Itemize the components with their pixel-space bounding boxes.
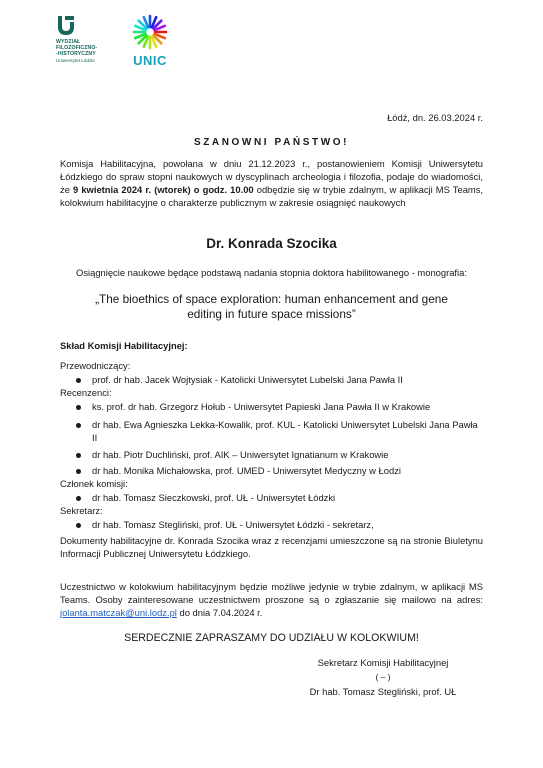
unic-logo [128, 14, 172, 68]
unic-starburst-icon [132, 14, 168, 50]
colloquium-date: 9 kwietnia 2024 r. (wtorek) o godz. 10.00 [73, 184, 254, 195]
bullet [76, 378, 81, 383]
chair-label: Przewodniczący: [60, 360, 131, 371]
letter-greeting: SZANOWNI PAŃSTWO! [193, 137, 350, 148]
bullet [76, 423, 81, 428]
committee-heading: Skład Komisji Habilitacyjnej: [60, 340, 188, 351]
intro-paragraph: Komisja Habilitacyjna, powołana w dniu 21.12.2023 r., postanowieniem Komisji Uniwersytetu Łódzkiego do spraw stopni naukowych w dyscyplinach archeologia i filozofia, podaje do wiadomości, że 9 kwietnia 2024 r. (wtorek) o godz. 10.00 odbędzie się w trybie zdalnym, w aplikacji MS Teams, kolokwium habilitacyjne o charakterze publicznym w zakresie osiągnięć naukowych [60, 158, 484, 208]
secretary-label: Sekretarz: [60, 505, 103, 516]
reviewers-label: Recenzenci: [60, 387, 112, 398]
committee-member: ks. prof. dr hab. Grzegorz Hołub - Uniwersytet Papieski Jana Pawła II w Krakowie [92, 401, 431, 412]
contact-email-link[interactable]: jolanta.matczak@uni.lodz.pl [60, 607, 177, 618]
faculty-emblem-icon [56, 14, 76, 36]
bullet [76, 469, 81, 474]
signature-name: Dr hab. Tomasz Stegliński, prof. UŁ [309, 686, 457, 697]
faculty-university: Uniwersytet Łódzki [56, 58, 95, 63]
bullet [76, 405, 81, 410]
documents-paragraph: Dokumenty habilitacyjne dr. Konrada Szocika wraz z recenzjami umieszczone są na stronie Biuletynu Informacji Publicznej Uniwersytetu Łódzkiego. [60, 535, 483, 559]
committee-member: dr hab. Monika Michałowska, prof. UMED - Uniwersytet Medyczny w Łodzi [92, 465, 401, 476]
faculty-logo [56, 14, 126, 63]
committee-member: dr hab. Ewa Agnieszka Lekka-Kowalik, prof. KUL - Katolicki Uniwersytet Lubelski Jana Pawła II [92, 419, 478, 443]
committee-member: dr hab. Piotr Duchliński, prof. AIK – Uniwersytet Ignatianum w Krakowie [92, 449, 389, 460]
invitation-line: SERDECZNIE ZAPRASZAMY DO UDZIAŁU W KOLOKWIUM! [124, 632, 419, 644]
faculty-name: WYDZIAŁ FILOZOFICZNO- -HISTORYCZNY [56, 39, 98, 57]
committee-member: dr hab. Tomasz Stegliński, prof. UŁ - Uniwersytet Łódzki - sekretarz, [92, 519, 374, 530]
member-label: Członek komisji: [60, 478, 128, 489]
candidate-name: Dr. Konrada Szocika [206, 236, 337, 251]
unic-logo-text: UNIC [133, 53, 167, 68]
bullet [76, 496, 81, 501]
bullet [76, 523, 81, 528]
committee-member: prof. dr hab. Jacek Wojtysiak - Katolicki Uniwersytet Lubelski Jana Pawła II [92, 374, 403, 385]
letter-date: Łódź, dn. 26.03.2024 r. [387, 112, 483, 123]
participation-paragraph: Uczestnictwo w kolokwium habilitacyjnym będzie możliwe jedynie w trybie zdalnym, w aplikacji MS Teams. Osoby zainteresowane uczestnictwem proszone są o zgłaszanie się mailowo na adres: jolanta.matczak@uni.lodz.pl do dnia 7.04.2024 r. [60, 581, 483, 618]
signature-mark: ( – ) [375, 672, 391, 682]
monograph-title: „The bioethics of space exploration: human enhancement and gene editing in future space missions” [95, 292, 448, 321]
signature-title: Sekretarz Komisji Habilitacyjnej [317, 657, 449, 668]
achievement-line: Osiągnięcie naukowe będące podstawą nadania stopnia doktora habilitowanego - monografia: [76, 267, 467, 278]
committee-member: dr hab. Tomasz Sieczkowski, prof. UŁ - Uniwersytet Łódzki [92, 492, 336, 503]
bullet [76, 453, 81, 458]
